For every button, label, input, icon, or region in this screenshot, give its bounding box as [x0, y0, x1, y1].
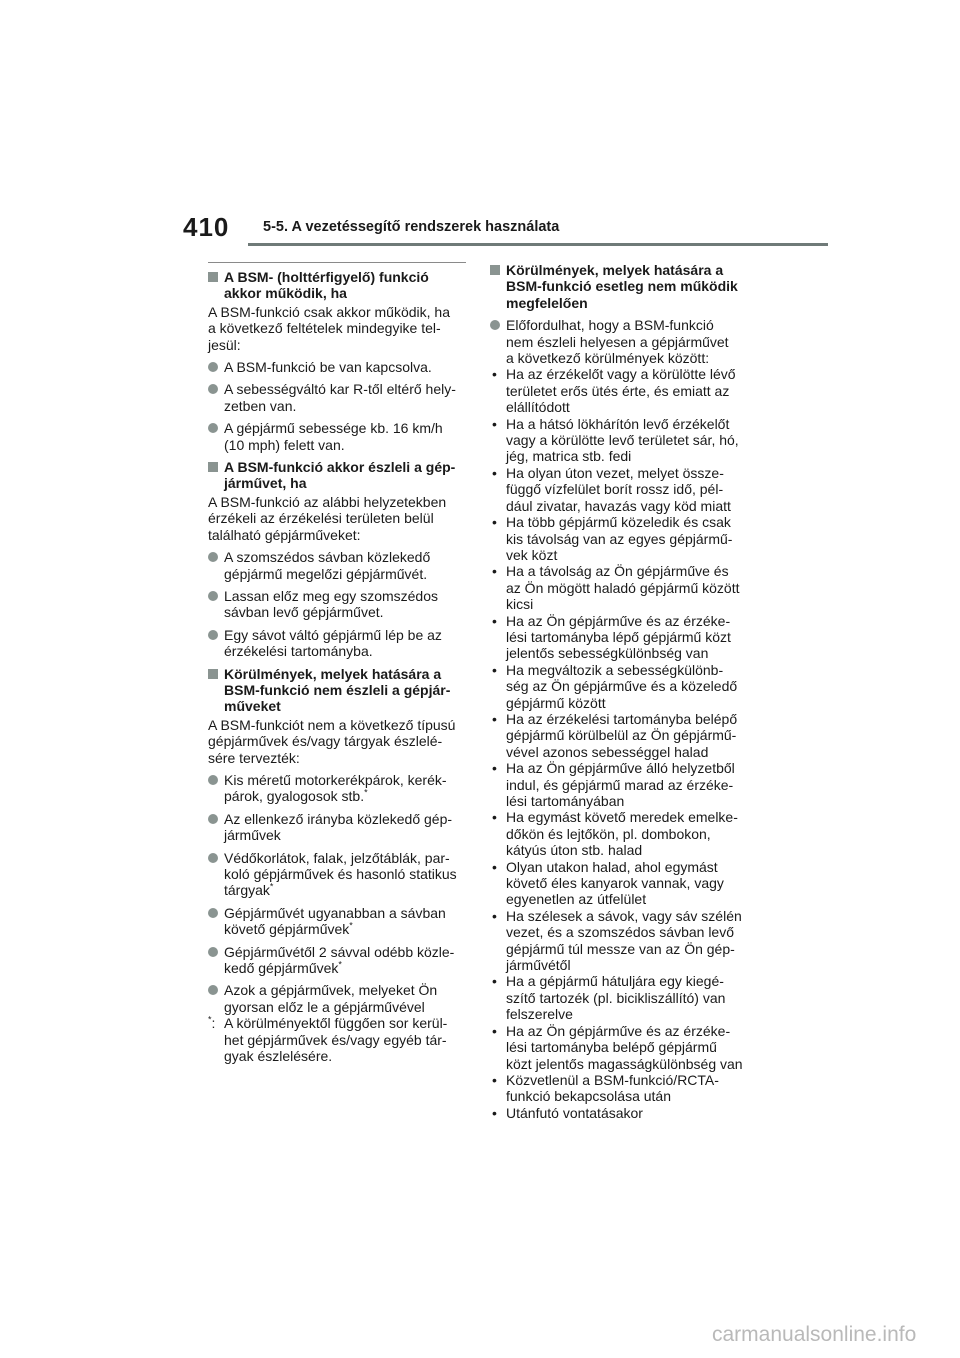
text-line: sávban levő gépjárművet.: [224, 604, 384, 621]
text-line: Közvetlenül a BSM-funkció/RCTA-: [506, 1071, 719, 1088]
text-line: szítő tartozék (pl. bicikliszállító) van: [506, 989, 726, 1006]
text-line: érzékeli az érzékelési területen belül: [208, 510, 434, 527]
bullet-item: [208, 772, 466, 805]
text-span: kedő gépjárművek: [224, 960, 339, 977]
text-line: koló gépjárművek és hasonló statikus: [224, 866, 457, 882]
text-line: ség az Ön gépjárműve és a közeledő: [506, 678, 738, 695]
text-line: Ha a hátsó lökhárítón levő érzékelőt: [506, 415, 730, 432]
paragraph: [208, 494, 466, 543]
bullet-dot-icon: •: [492, 464, 497, 481]
condition-item: [490, 809, 748, 858]
text-line: vével azonos sebességgel halad: [506, 743, 709, 760]
text-line: közt jelentős magasságkülönbség van: [506, 1055, 743, 1072]
heading-line: megfelelően: [506, 294, 588, 311]
paragraph: [208, 717, 466, 766]
text-line: Lassan előz meg egy szomszédos: [224, 587, 438, 604]
circle-bullet-icon: [208, 384, 218, 394]
circle-bullet-icon: [208, 814, 218, 824]
condition-item: [490, 465, 748, 514]
text-line: funkció bekapcsolása után: [506, 1088, 671, 1105]
text-line: A gépjármű sebessége kb. 16 km/h: [224, 420, 443, 437]
text-line: nem észleli helyesen a gépjárművet: [506, 333, 729, 350]
circle-bullet-icon: [208, 552, 218, 562]
footnote-asterisk: *: [364, 787, 368, 798]
bullet-dot-icon: •: [492, 563, 497, 580]
footnote: [208, 1015, 466, 1064]
bullet-dot-icon: •: [492, 1071, 497, 1088]
text-line: érzékelési tartományba.: [224, 643, 373, 660]
text-line: vek közt: [506, 546, 558, 563]
circle-bullet-icon: [208, 362, 218, 372]
section-heading-bsm-detects: [208, 459, 466, 492]
text-line: kátyús úton stb. halad: [506, 842, 643, 859]
text-line: jég, matrica stb. fedi: [506, 448, 632, 465]
text-line: zetben van.: [224, 397, 297, 414]
text-line: a következő körülmények között:: [506, 350, 710, 367]
text-line: Ha az Ön gépjárműve és az érzéke-: [506, 612, 731, 629]
text-line: kicsi: [506, 596, 534, 613]
text-line: Az ellenkező irányba közlekedő gép-: [224, 810, 453, 827]
condition-item: [490, 760, 748, 809]
footnote-colon: :: [211, 1015, 216, 1032]
section-heading-may-not-work: [490, 262, 748, 311]
condition-item: [490, 1072, 748, 1105]
condition-item: [490, 908, 748, 974]
circle-bullet-icon: [208, 630, 218, 640]
text-line: Ha a gépjármű hátuljára egy kiegé-: [506, 973, 724, 990]
bullet-item: [208, 549, 466, 582]
text-line: Védőkorlátok, falak, jelzőtáblák, par-: [224, 849, 450, 866]
text-line: egyenetlen az útfelület: [506, 891, 647, 908]
text-line: het gépjárművek és/vagy egyéb tár-: [224, 1031, 447, 1048]
text-line: Olyan utakon halad, ahol egymást: [506, 858, 718, 875]
section-heading-bsm-active: [208, 269, 466, 302]
text-line: Ha az érzékelőt vagy a körülötte lévő: [506, 366, 736, 383]
text-line: kis távolság van az egyes gépjármű-: [506, 530, 733, 547]
text-line: lési tartományba lépő gépjármű közt: [506, 628, 731, 645]
bullet-dot-icon: •: [492, 1022, 497, 1039]
text-line: A szomszédos sávban közlekedő: [224, 549, 431, 566]
text-line: Ha a távolság az Ön gépjárműve és: [506, 563, 729, 580]
condition-item: [490, 859, 748, 908]
text-line: a következő feltételek mindegyike tel-: [208, 320, 441, 337]
text-line: gyorsan előz le a gépjárművével: [224, 998, 425, 1015]
text-line: [224, 882, 466, 898]
text-line: [224, 921, 466, 937]
heading-line: BSM-funkció nem észleli a gépjár-: [224, 681, 451, 698]
condition-item: [490, 416, 748, 465]
bullet-dot-icon: •: [492, 661, 497, 678]
text-line: felszerelve: [506, 1006, 573, 1023]
bullet-dot-icon: •: [492, 809, 497, 826]
text-line: A sebességváltó kar R-től eltérő hely-: [224, 381, 456, 398]
text-line: Ha megváltozik a sebességkülönb-: [506, 661, 724, 678]
bullet-dot-icon: •: [492, 710, 497, 727]
circle-bullet-icon: [208, 853, 218, 863]
text-line: Utánfutó vontatásakor: [506, 1104, 643, 1121]
text-line: dául zivatar, havazás vagy köd miatt: [506, 497, 731, 514]
text-line: indul, és gépjármű marad az érzéke-: [506, 776, 734, 793]
text-line: gépjármű túl messze van az Ön gép-: [506, 940, 735, 957]
page-number: 410: [183, 212, 230, 242]
circle-bullet-icon: [208, 985, 218, 995]
text-line: járművétől: [506, 957, 571, 974]
bullet-item: [208, 381, 466, 414]
circle-bullet-icon: [208, 591, 218, 601]
bullet-dot-icon: •: [492, 415, 497, 432]
text-line: járművek: [224, 827, 281, 844]
text-line: függő vízfelület borít rossz idő, pél-: [506, 481, 724, 498]
text-line: az Ön mögött haladó gépjármű között: [506, 579, 740, 596]
heading-line: Körülmények, melyek hatására a: [224, 665, 442, 682]
heading-line: A BSM-funkció akkor észleli a gép-: [224, 459, 456, 476]
circle-bullet-icon: [208, 947, 218, 957]
heading-line: műveket: [224, 698, 281, 715]
bullet-dot-icon: •: [492, 907, 497, 924]
circle-bullet-icon: [490, 320, 500, 330]
text-line: Azok a gépjárművek, melyeket Ön: [224, 982, 438, 999]
text-line: Gépjárművét ugyanabban a sávban: [224, 904, 446, 921]
text-line: Kis méretű motorkerékpárok, kerék-: [224, 771, 447, 788]
heading-line: Körülmények, melyek hatására a: [506, 262, 724, 278]
condition-item: [490, 1105, 748, 1121]
text-line: gépjármű megelőzi gépjárművét.: [224, 565, 428, 582]
text-line: [224, 788, 466, 804]
text-line: gépjármű körülbelül az Ön gépjármű-: [506, 727, 737, 744]
footnote-asterisk: *: [269, 881, 274, 892]
footnote-asterisk: *: [208, 1014, 212, 1025]
square-bullet-icon: [208, 669, 218, 679]
bullet-item: [490, 317, 748, 366]
bullet-item: [208, 420, 466, 453]
text-line: gépjármű között: [506, 694, 606, 711]
circle-bullet-icon: [208, 908, 218, 918]
text-line: Ha több gépjármű közeledik és csak: [506, 514, 731, 531]
text-line: A BSM-funkció csak akkor működik, ha: [208, 303, 450, 320]
section-divider: [208, 262, 466, 263]
footnote-asterisk: *: [338, 959, 342, 970]
text-span: tárgyak: [224, 882, 270, 899]
bullet-item: [208, 982, 466, 1015]
header-rule: [248, 243, 828, 246]
text-line: A BSM-funkciót nem a következő típusú: [208, 716, 456, 733]
text-line: sére tervezték:: [208, 749, 300, 766]
bullet-item: [208, 944, 466, 977]
text-line: Ha olyan úton vezet, melyet össze-: [506, 464, 724, 481]
heading-line: akkor működik, ha: [224, 285, 347, 302]
condition-item: [490, 514, 748, 563]
text-line: vagy a körülötte levő területet sár, hó,: [506, 432, 739, 449]
right-column: [490, 262, 748, 1121]
text-line: követő éles kanyarok vannak, vagy: [506, 875, 724, 892]
text-line: dőkön és lejtőkön, pl. dombokon,: [506, 825, 711, 842]
text-line: jelentős sebességkülönbség van: [506, 645, 709, 662]
condition-item: [490, 613, 748, 662]
text-line: Ha az érzékelési tartományba belépő: [506, 710, 738, 727]
bullet-item: [208, 850, 466, 899]
footnote-marker: [208, 1015, 215, 1031]
bullet-item: [208, 588, 466, 621]
text-line: Ha szélesek a sávok, vagy sáv szélén: [506, 907, 742, 924]
circle-bullet-icon: [208, 775, 218, 785]
heading-line: A BSM- (holttérfigyelő) funkció: [224, 269, 429, 285]
left-column: [208, 262, 466, 1064]
text-line: Ha az Ön gépjárműve és az érzéke-: [506, 1022, 731, 1039]
condition-item: [490, 973, 748, 1022]
square-bullet-icon: [208, 462, 218, 472]
text-span: párok, gyalogosok stb.: [224, 788, 365, 805]
condition-item: [490, 563, 748, 612]
condition-item: [490, 366, 748, 415]
condition-item: [490, 711, 748, 760]
text-line: A BSM-funkció az alábbi helyzetekben: [208, 493, 447, 510]
text-line: A körülményektől függően sor kerül-: [224, 1015, 448, 1032]
text-line: gépjárművek és/vagy tárgyak észlelé-: [208, 733, 443, 750]
text-line: vezet, és a szomszédos sávban levő: [506, 924, 735, 941]
text-line: lési tartományában: [506, 793, 625, 809]
bullet-dot-icon: •: [492, 514, 497, 531]
condition-item: [490, 662, 748, 711]
text-line: A BSM-funkció be van kapcsolva.: [224, 359, 432, 376]
square-bullet-icon: [490, 265, 500, 275]
watermark: carmanualsonline.info: [712, 1323, 917, 1346]
text-line: található gépjárműveket:: [208, 526, 361, 543]
text-line: gyak észlelésére.: [224, 1048, 333, 1065]
bullet-dot-icon: •: [492, 858, 497, 875]
footnote-asterisk: *: [349, 920, 353, 931]
text-line: területet erős ütés érte, és emiatt az: [506, 382, 730, 399]
text-line: (10 mph) felett van.: [224, 436, 345, 453]
bullet-item: [208, 359, 466, 375]
bullet-dot-icon: •: [492, 1104, 497, 1121]
bullet-item: [208, 811, 466, 844]
text-line: Ha egymást követő meredek emelke-: [506, 809, 738, 826]
paragraph: [208, 304, 466, 353]
bullet-dot-icon: •: [492, 366, 497, 383]
section-heading-not-detected: [208, 666, 466, 715]
text-line: Ha az Ön gépjárműve álló helyzetből: [506, 760, 735, 777]
bullet-dot-icon: •: [492, 612, 497, 629]
heading-line: járművet, ha: [224, 475, 307, 492]
bullet-item: [208, 627, 466, 660]
text-span: követő gépjárművek: [224, 921, 350, 938]
condition-list: [490, 366, 748, 1121]
circle-bullet-icon: [208, 423, 218, 433]
text-line: Egy sávot váltó gépjármű lép be az: [224, 626, 442, 643]
condition-item: [490, 1023, 748, 1072]
bullet-dot-icon: •: [492, 760, 497, 777]
heading-line: BSM-funkció esetleg nem működik: [506, 278, 738, 295]
text-line: Gépjárművétől 2 sávval odébb közle-: [224, 943, 455, 960]
text-line: lési tartományba belépő gépjármű: [506, 1039, 717, 1056]
chapter-title: 5-5. A vezetéssegítő rendszerek használata: [263, 219, 560, 235]
text-line: elállítódott: [506, 399, 570, 416]
text-line: Előfordulhat, hogy a BSM-funkció: [506, 317, 714, 334]
text-line: jesül:: [208, 336, 241, 353]
bullet-dot-icon: •: [492, 973, 497, 990]
square-bullet-icon: [208, 272, 218, 282]
text-line: [224, 960, 466, 976]
bullet-item: [208, 905, 466, 938]
